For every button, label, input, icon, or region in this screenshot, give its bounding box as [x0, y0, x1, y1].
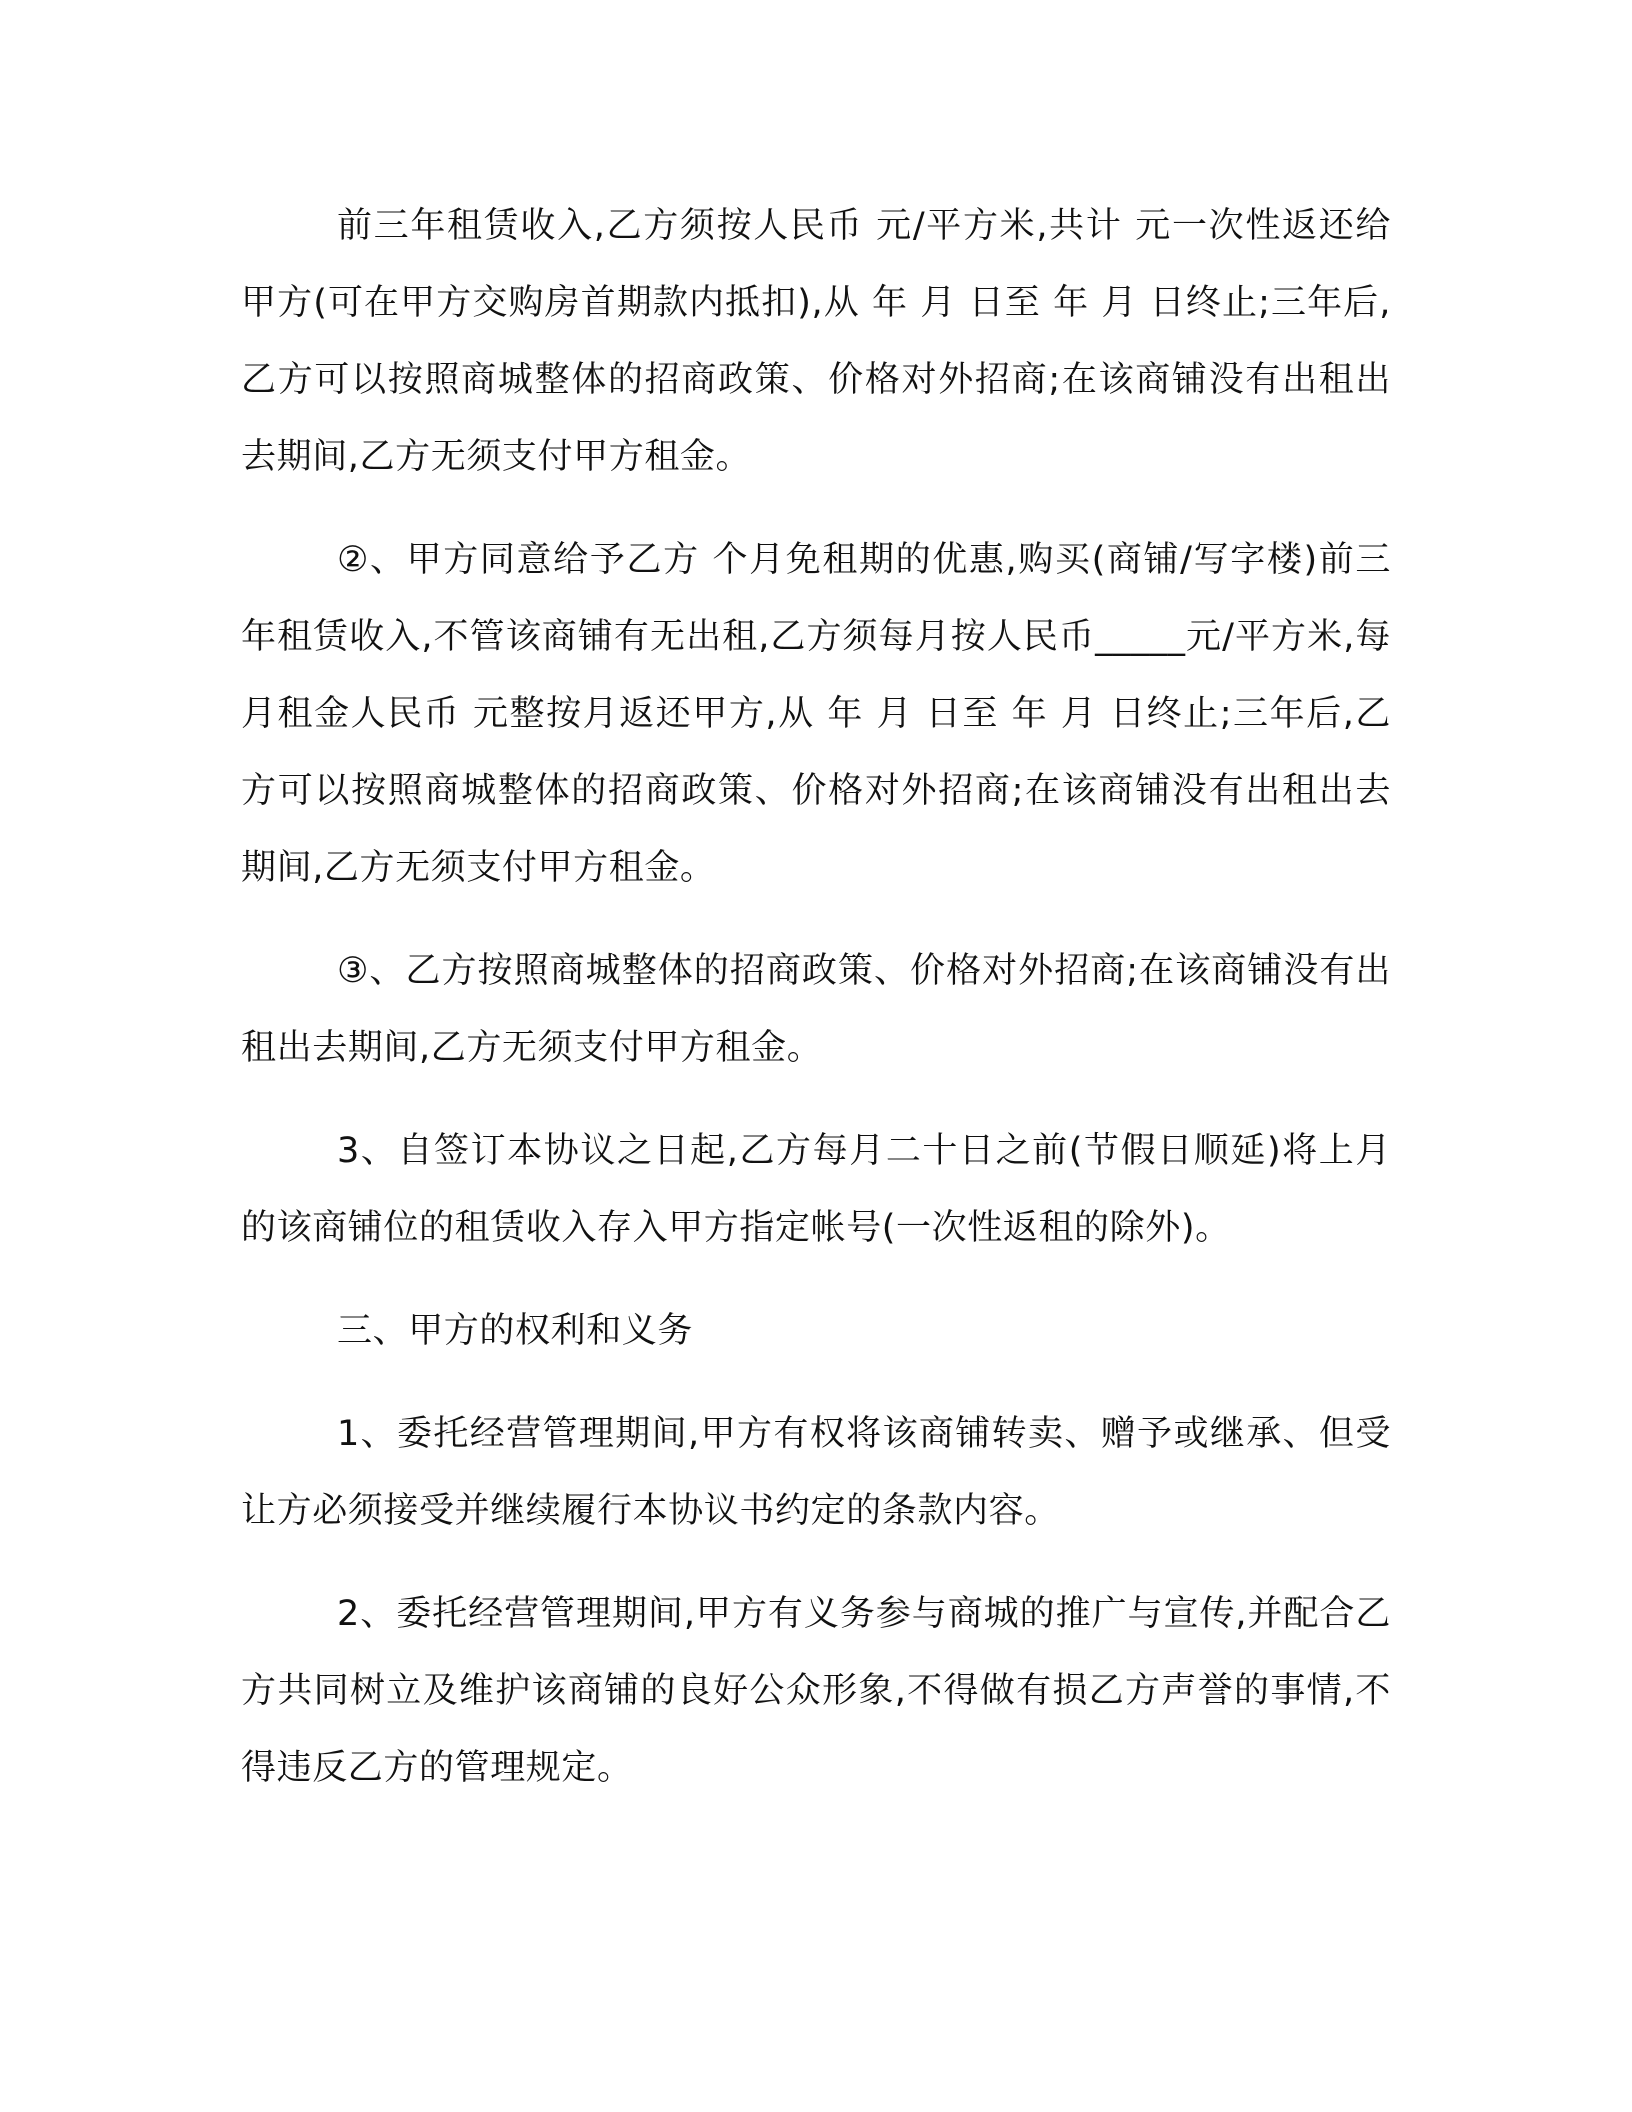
paragraph-rent-free-period: ②、甲方同意给予乙方 个月免租期的优惠,购买(商铺/写字楼)前三年租赁收入,不管该商铺有无出租,乙方须每月按人民币_____元/平方米,每月租金人民币 元整按月返还甲方,从 年 月 日至 年 月 日终止;三年后,乙方可以按照商城整体的招商政策、价格对外招商;在该商铺没有出租出去期间,乙方无须支付甲方租金。 [241, 540, 1391, 888]
section-heading-party-a-rights: 三、甲方的权利和义务 [337, 1311, 694, 1351]
paragraph-rent-return-lump-sum: 前三年租赁收入,乙方须按人民币 元/平方米,共计 元一次性返还给甲方(可在甲方交购房首期款内抵扣),从 年 月 日至 年 月 日终止;三年后,乙方可以按照商城整体的招商政策、价格对外招商;在该商铺没有出租出去期间,乙方无须支付甲方租金。 [241, 206, 1391, 477]
paragraph-transfer-rights: 1、委托经营管理期间,甲方有权将该商铺转卖、赠予或继承、但受让方必须接受并继续履行本协议书约定的条款内容。 [241, 1414, 1391, 1531]
document-body [241, 188, 1391, 1833]
paragraph-monthly-deposit: 3、自签订本协议之日起,乙方每月二十日之前(节假日顺延)将上月的该商铺位的租赁收入存入甲方指定帐号(一次性返租的除外)。 [241, 1131, 1391, 1248]
paragraph-promotion-obligation: 2、委托经营管理期间,甲方有义务参与商城的推广与宣传,并配合乙方共同树立及维护该商铺的良好公众形象,不得做有损乙方声誉的事情,不得违反乙方的管理规定。 [241, 1594, 1391, 1788]
paragraph-external-leasing: ③、乙方按照商城整体的招商政策、价格对外招商;在该商铺没有出租出去期间,乙方无须支付甲方租金。 [241, 951, 1391, 1068]
